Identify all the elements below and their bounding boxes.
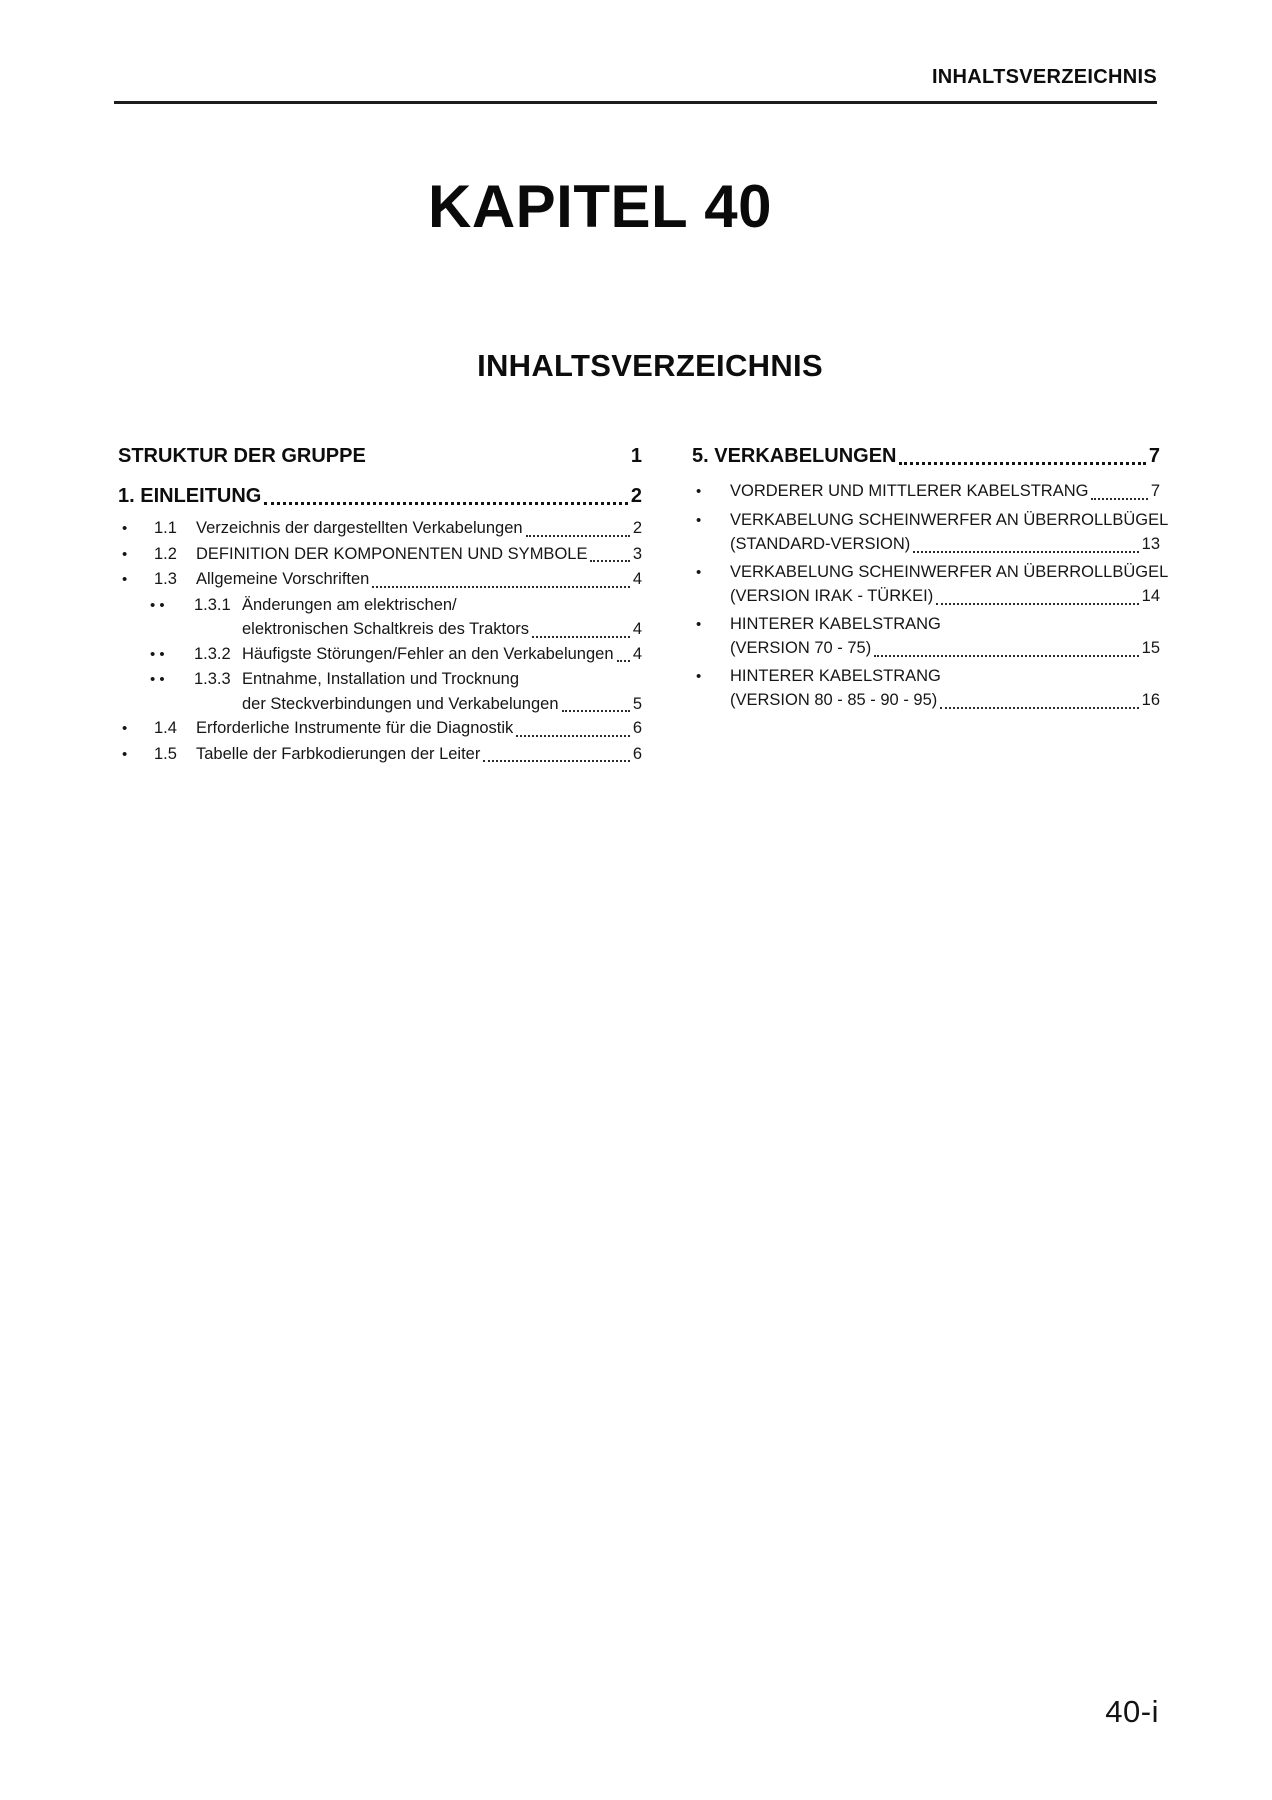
bullet-marker: • [696,563,702,581]
toc-entry [118,742,642,768]
page-number: 13 [1141,535,1160,553]
page-number: 6 [632,719,642,737]
entry-number: 1.3.2 [194,644,231,663]
page-number: 6 [632,744,642,763]
entry-text: DEFINITION DER KOMPONENTEN UND SYMBOLE [196,544,588,563]
running-head-title: INHALTSVERZEICHNIS [931,66,1157,88]
entry-text: (VERSION IRAK - TÜRKEI) [730,587,934,605]
toc-entry [118,593,642,642]
toc-column-right [692,443,1169,716]
entry-text: (VERSION 70 - 75) [730,639,872,657]
entry-line [242,642,642,667]
entry-line [196,567,642,592]
entry-line [730,584,1160,609]
entry-line [730,664,1160,689]
bullet-marker: • [122,520,128,537]
toc-heading [692,443,1160,470]
heading-text: 1. EINLEITUNG [118,485,262,507]
entry-text: Verzeichnis der dargestellten Verkabelungen [196,519,523,537]
entry-line [242,593,642,618]
bullet-marker: • [696,615,702,633]
dot-leader [899,462,1145,465]
toc-columns [118,443,1169,767]
bullet-marker: • [122,720,128,737]
heading-text: STRUKTUR DER GRUPPE [118,445,366,467]
entry-line [242,667,642,692]
heading-text: 5. VERKABELUNGEN [692,445,897,467]
entry-lines [730,560,1169,609]
entry-text: Häufigste Störungen/Fehler an den Verkabelungen [242,644,614,663]
entry-lines [730,479,1160,504]
entry-text: Entnahme, Installation und Trocknung [242,670,520,688]
page-number: 4 [632,570,642,588]
entry-text: elektronischen Schaltkreis des Traktors [242,620,530,638]
dot-leader [874,655,1138,657]
entry-lines [242,642,642,667]
toc-entry [118,567,642,593]
entry-line [730,479,1160,504]
entry-text: der Steckverbindungen und Verkabelungen [242,694,559,713]
folio-page-number: 40-i [1105,1694,1159,1729]
dot-leader [264,502,628,505]
entry-text: (VERSION 80 - 85 - 90 - 95) [730,691,938,709]
toc-entry [118,716,642,742]
toc-entry [692,612,1160,661]
entry-line [730,508,1169,533]
page-number: 4 [632,644,642,663]
page-number: 16 [1141,691,1160,709]
entry-text: (STANDARD-VERSION) [730,535,911,553]
entry-number: 1.4 [154,719,177,737]
toc-entry [118,516,642,542]
dot-leader [526,535,630,537]
page-number: 2 [630,485,642,507]
page-number: 14 [1141,587,1160,605]
chapter-title: KAPITEL 40 [428,173,772,240]
entry-line [196,742,642,767]
entry-text: Allgemeine Vorschriften [196,570,370,588]
bullet-marker: • • [150,596,165,614]
entry-text: HINTERER KABELSTRANG [730,614,941,633]
bullet-marker: • [696,483,702,500]
entry-text: Tabelle der Farbkodierungen der Leiter [196,744,481,763]
toc-entry [118,542,642,568]
entry-lines [242,593,642,642]
bullet-marker: • [696,511,702,529]
bullet-marker: • [696,667,702,685]
entry-lines [730,664,1160,713]
entry-line [730,532,1160,557]
entry-lines [196,567,642,592]
dot-leader [483,760,629,762]
entry-line [242,692,642,717]
toc-entry [692,560,1169,609]
header-rule [114,101,1157,104]
entry-number: 1.3 [154,570,177,588]
dot-leader [532,636,630,638]
dot-leader [562,710,630,712]
toc-heading [118,483,642,510]
page-number: 5 [632,694,642,713]
dot-leader [913,551,1138,553]
entry-lines [730,508,1169,557]
entry-line [730,688,1160,713]
entry-lines [730,612,1160,661]
toc-entry [118,667,642,716]
entry-number: 1.1 [154,519,177,537]
entry-lines [196,542,642,567]
toc-column-left [118,443,642,767]
entry-number: 1.5 [154,744,177,763]
entry-lines [196,716,642,741]
toc-title: INHALTSVERZEICHNIS [477,348,823,383]
page-number: 15 [1141,639,1160,657]
page-number: 3 [632,544,642,563]
entry-number: 1.3.1 [194,595,231,614]
entry-line [196,716,642,741]
entry-line [196,516,642,541]
entry-text: Erforderliche Instrumente für die Diagnostik [196,719,514,737]
dot-leader [617,660,630,662]
entry-number: 1.3.3 [194,670,231,688]
toc-heading [118,443,642,470]
dot-leader [516,735,630,737]
dot-leader [590,560,629,562]
toc-entry [692,479,1160,505]
entry-line [730,612,1160,637]
dot-leader [1091,498,1147,500]
toc-entry [118,642,642,668]
entry-text: VERKABELUNG SCHEINWERFER AN ÜBERROLLBÜGEL [730,510,1169,529]
toc-entry [692,664,1160,713]
entry-line [242,617,642,642]
bullet-marker: • • [150,645,165,663]
entry-text: Änderungen am elektrischen/ [242,595,457,614]
bullet-marker: • • [150,671,165,688]
entry-lines [242,667,642,716]
bullet-marker: • [122,745,128,763]
dot-leader [936,603,1138,605]
entry-lines [196,516,642,541]
page-number: 7 [1148,445,1160,467]
entry-line [730,560,1169,585]
entry-text: VERKABELUNG SCHEINWERFER AN ÜBERROLLBÜGEL [730,562,1169,581]
page-number: 1 [630,445,642,467]
entry-text: HINTERER KABELSTRANG [730,666,941,685]
toc-entry [692,508,1169,557]
page-number: 7 [1150,482,1160,500]
entry-number: 1.2 [154,544,177,563]
bullet-marker: • [122,545,128,563]
page-number: 2 [632,519,642,537]
entry-line [730,636,1160,661]
entry-text: VORDERER UND MITTLERER KABELSTRANG [730,482,1089,500]
page-number: 4 [632,620,642,638]
bullet-marker: • [122,571,128,588]
dot-leader [940,707,1138,709]
entry-line [196,542,642,567]
dot-leader [372,586,629,588]
entry-lines [196,742,642,767]
